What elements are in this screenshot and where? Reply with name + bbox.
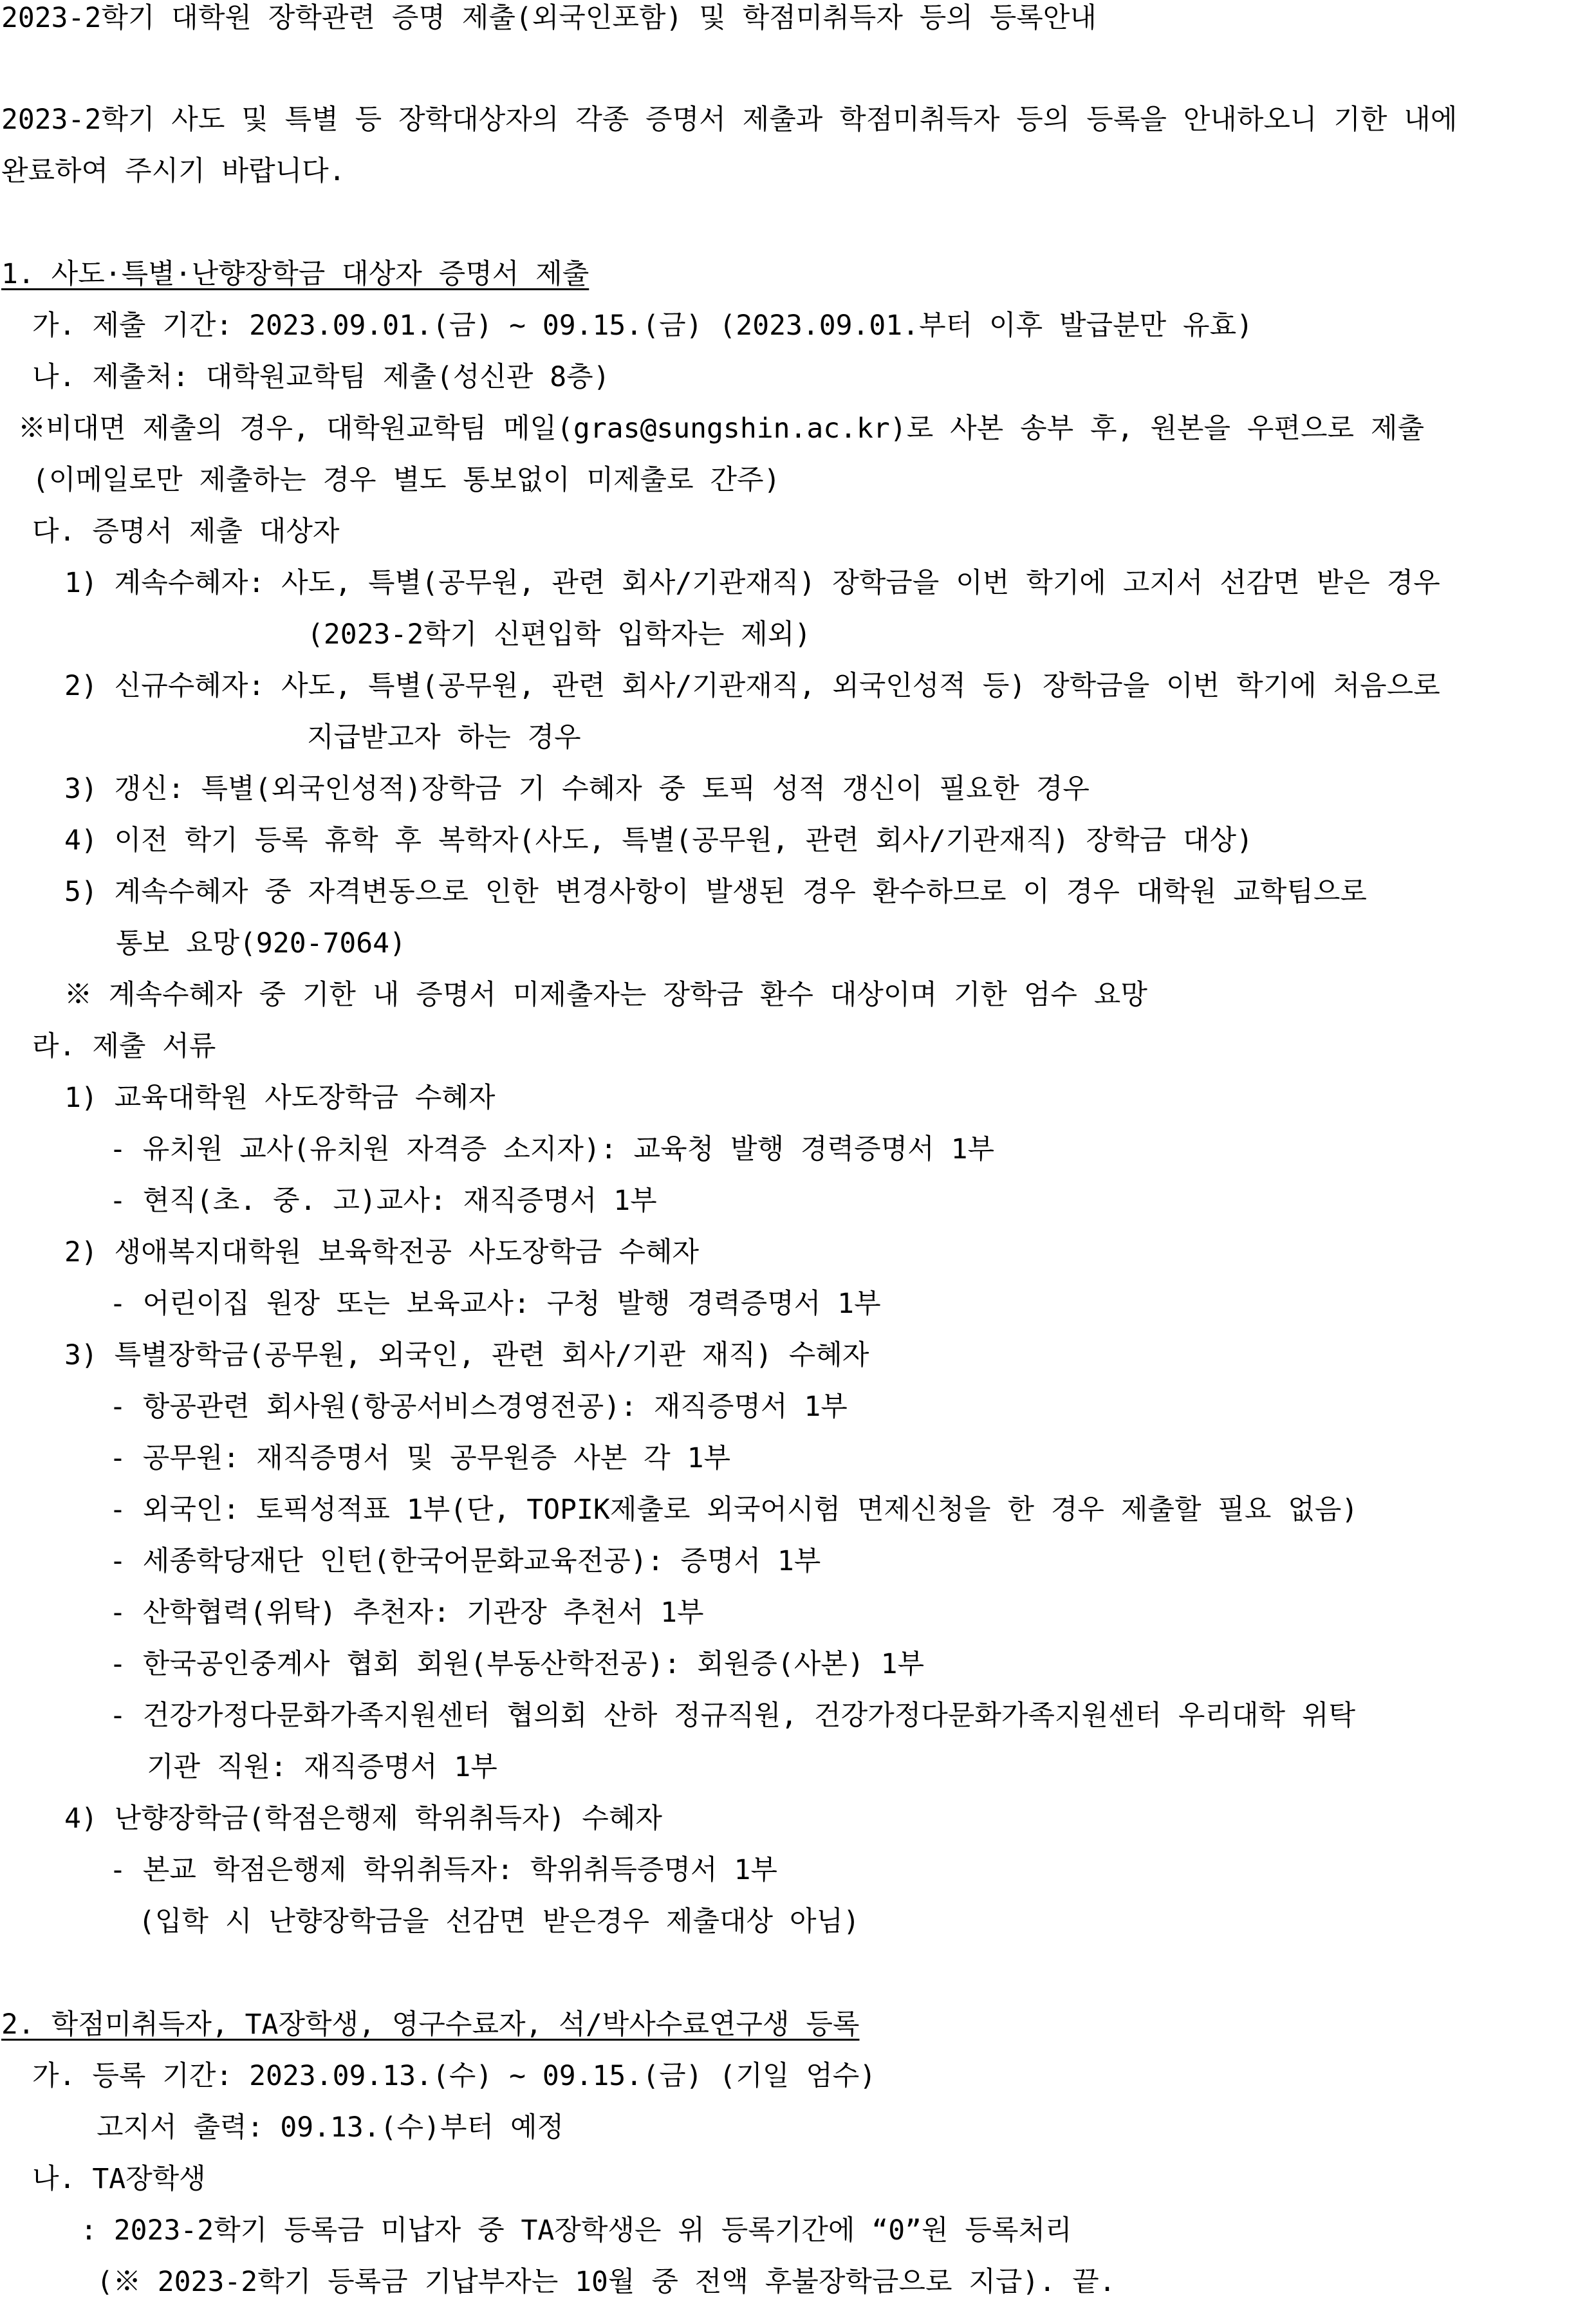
- target-item-3: 3) 갱신: 특별(외국인성적)장학금 기 수혜자 중 토픽 성적 갱신이 필요한 경우: [64, 773, 1090, 805]
- doc-item: - 항공관련 회사원(항공서비스경영전공): 재직증명서 1부: [109, 1391, 848, 1423]
- remote-submission-note: ※비대면 제출의 경우, 대학원교학팀 메일(gras@sungshin.ac.kr)로 사본 송부 후, 원본을 우편으로 제출: [18, 413, 1424, 445]
- ta-heading: 나. TA장학생: [32, 2163, 206, 2195]
- doc-item-cont: 기관 직원: 재직증명서 1부: [147, 1751, 497, 1783]
- section2-period: 가. 등록 기간: 2023.09.13.(수) ~ 09.15.(금) (기일 엄수): [32, 2060, 877, 2092]
- doc-group-1-title: 1) 교육대학원 사도장학금 수혜자: [64, 1082, 496, 1114]
- doc-group-2-title: 2) 생애복지대학원 보육학전공 사도장학금 수혜자: [64, 1236, 700, 1268]
- remote-submission-note-2: (이메일로만 제출하는 경우 별도 통보없이 미제출로 간주): [32, 464, 781, 496]
- docs-heading: 라. 제출 서류: [32, 1030, 216, 1062]
- notice-title: 2023-2학기 대학원 장학관련 증명 제출(외국인포함) 및 학점미취득자 등의 등록안내: [1, 2, 1097, 34]
- doc-item: - 유치원 교사(유치원 자격증 소지자): 교육청 발행 경력증명서 1부: [109, 1133, 994, 1165]
- section2-heading: 2. 학점미취득자, TA장학생, 영구수료자, 석/박사수료연구생 등록: [1, 2008, 860, 2041]
- invoice-print-note: 고지서 출력: 09.13.(수)부터 예정: [97, 2111, 564, 2144]
- doc-item: - 공무원: 재직증명서 및 공무원증 사본 각 1부: [109, 1442, 731, 1474]
- target-item-5-cont: 통보 요망(920-7064): [116, 927, 406, 960]
- section1-period: 가. 제출 기간: 2023.09.01.(금) ~ 09.15.(금) (2023.09.01.부터 이후 발급분만 유효): [32, 310, 1254, 342]
- target-item-2-cont: 지급받고자 하는 경우: [307, 721, 581, 754]
- target-item-1: 1) 계속수혜자: 사도, 특별(공무원, 관련 회사/기관재직) 장학금을 이번 학기에 고지서 선감면 받은 경우: [64, 567, 1440, 599]
- doc-item: - 한국공인중계사 협회 회원(부동산학전공): 회원증(사본) 1부: [109, 1648, 925, 1680]
- targets-heading: 다. 증명서 제출 대상자: [32, 515, 340, 548]
- doc-group-3-title: 3) 특별장학금(공무원, 외국인, 관련 회사/기관 재직) 수혜자: [64, 1339, 869, 1371]
- doc-item: - 본교 학점은행제 학위취득자: 학위취득증명서 1부: [109, 1854, 777, 1886]
- target-item-5: 5) 계속수혜자 중 자격변동으로 인한 변경사항이 발생된 경우 환수하므로 이 경우 대학원 교학팀으로: [64, 876, 1367, 908]
- doc-group-4-title: 4) 난향장학금(학점은행제 학위취득자) 수혜자: [64, 1803, 662, 1835]
- doc-item: - 세종학당재단 인턴(한국어문화교육전공): 증명서 1부: [109, 1545, 821, 1577]
- section1-heading: 1. 사도·특별·난향장학금 대상자 증명서 제출: [1, 258, 589, 290]
- target-item-2: 2) 신규수혜자: 사도, 특별(공무원, 관련 회사/기관재직, 외국인성적 등) 장학금을 이번 학기에 처음으로: [64, 670, 1440, 702]
- doc-item: - 산학협력(위탁) 추천자: 기관장 추천서 1부: [109, 1597, 704, 1629]
- doc-item: - 어린이집 원장 또는 보육교사: 구청 발행 경력증명서 1부: [109, 1288, 881, 1320]
- targets-note: ※ 계속수혜자 중 기한 내 증명서 미제출자는 장학금 환수 대상이며 기한 엄수 요망: [64, 979, 1147, 1011]
- intro-line-1: 2023-2학기 사도 및 특별 등 장학대상자의 각종 증명서 제출과 학점미취득자 등의 등록을 안내하오니 기한 내에: [1, 104, 1458, 136]
- section1-place: 나. 제출처: 대학원교학팀 제출(성신관 8층): [32, 361, 610, 393]
- target-item-1-cont: (2023-2학기 신편입학 입학자는 제외): [307, 618, 812, 651]
- doc-item: - 현직(초. 중. 고)교사: 재직증명서 1부: [109, 1185, 657, 1217]
- doc-item: - 외국인: 토픽성적표 1부(단, TOPIK제출로 외국어시험 면제신청을 한 경우 제출할 필요 없음): [109, 1494, 1359, 1526]
- doc-item-cont: (입학 시 난향장학금을 선감면 받은경우 제출대상 아님): [138, 1905, 860, 1938]
- doc-item: - 건강가정다문화가족지원센터 협의회 산하 정규직원, 건강가정다문화가족지원센터 우리대학 위탁: [109, 1700, 1356, 1732]
- target-item-4: 4) 이전 학기 등록 휴학 후 복학자(사도, 특별(공무원, 관련 회사/기관재직) 장학금 대상): [64, 824, 1253, 857]
- ta-line-2: (※ 2023-2학기 등록금 기납부자는 10월 중 전액 후불장학금으로 지급). 끝.: [97, 2266, 1116, 2298]
- intro-line-2: 완료하여 주시기 바랍니다.: [1, 155, 346, 187]
- ta-line-1: : 2023-2학기 등록금 미납자 중 TA장학생은 위 등록기간에 “0”원 등록처리: [80, 2214, 1072, 2247]
